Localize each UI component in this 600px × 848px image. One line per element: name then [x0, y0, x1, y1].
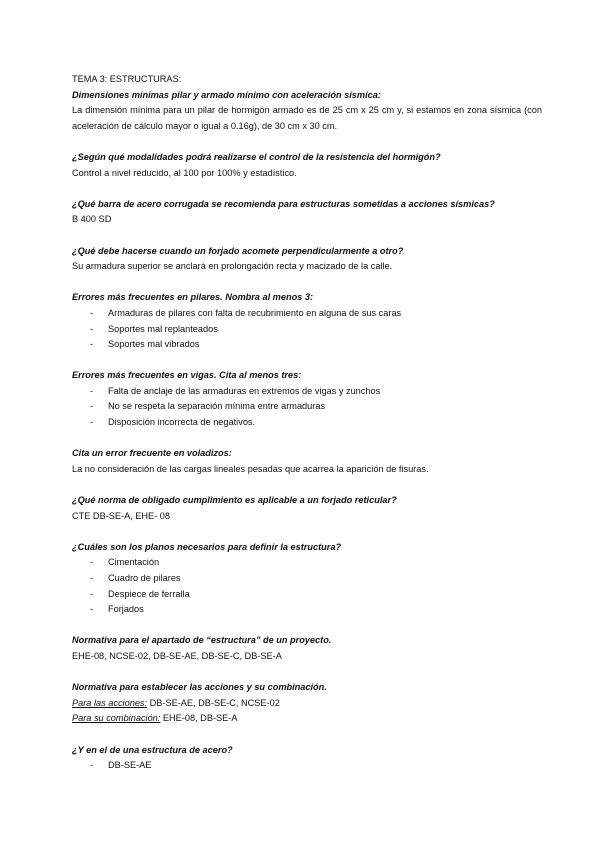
list-item: - Disposición incorrecta de negativos. [90, 417, 256, 428]
answer-normativa-estructura: EHE-08, NCSE-02, DB-SE-AE, DB-SE-C, DB-SE-A [72, 650, 282, 661]
list-item: - Forjados [90, 604, 144, 615]
list-item: - Cuadro de pilares [90, 573, 181, 583]
question-barra-acero: ¿Qué barra de acero corrugada se recomienda para estructuras sometidas a acciones sísmicas? [72, 198, 495, 209]
list-item: - DB-SE-AE [90, 760, 152, 771]
list-item: - Falta de anclaje de las armaduras en extremos de vigas y zunchos [90, 385, 381, 396]
list-item: - No se respeta la separación mínima entre armaduras [90, 401, 326, 412]
document-title: TEMA 3: ESTRUCTURAS: [72, 74, 182, 84]
answer-acciones [72, 696, 542, 712]
list-item: - Soportes mal replanteados [90, 323, 218, 334]
answer-voladizos: La no consideración de las cargas lineales pesadas que acarrea la aparición de fisuras. [72, 463, 429, 474]
answer-combinacion [72, 711, 542, 727]
question-normativa-acciones: Normativa para establecer las acciones y su combinación. [72, 682, 327, 693]
list-item: - Despiece de ferralla [90, 588, 190, 599]
list-item: - Soportes mal vibrados [90, 339, 200, 350]
answer-barra-acero: B 400 SD [72, 214, 112, 225]
question-planos: ¿Cuáles son los planos necesarios para definir la estructura? [72, 541, 342, 552]
answer-control-resistencia: Control a nivel reducido, al 100 por 100% y estadístico. [72, 167, 297, 178]
combinacion-value: EHE-08, DB-SE-A [160, 713, 238, 724]
question-estructura-acero: ¿Y en el de una estructura de acero? [72, 744, 233, 755]
document-page [72, 72, 542, 774]
question-control-resistencia: ¿Según qué modalidades podrá realizarse el control de la resistencia del hormigón? [72, 151, 441, 162]
answer-forjado-reticular: CTE DB-SE-A, EHE- 08 [72, 510, 171, 521]
question-pilar-dimensiones: Dimensiones mínimas pilar y armado mínimo con aceleración sísmica: [72, 89, 381, 100]
acciones-label: Para las acciones: [72, 697, 148, 708]
question-normativa-estructura: Normativa para el apartado de “estructura” de un proyecto. [72, 635, 332, 646]
question-forjado-perpendicular: ¿Qué debe hacerse cuando un forjado acomete perpendicularmente a otro? [72, 245, 404, 256]
question-forjado-reticular: ¿Qué norma de obligado cumplimiento es aplicable a un forjado reticular? [72, 495, 397, 506]
question-errores-vigas: Errores más frecuentes en vigas. Cita al menos tres: [72, 370, 302, 381]
list-item: - Armaduras de pilares con falta de recubrimiento en alguna de sus caras [90, 307, 402, 318]
combinacion-label: Para su combinación: [72, 713, 161, 724]
list-item: - Cimentación [90, 557, 160, 568]
question-errores-pilares: Errores más frecuentes en pilares. Nombra al menos 3: [72, 292, 314, 303]
acciones-value: DB-SE-AE, DB-SE-C, NCSE-02 [147, 697, 280, 708]
answer-pilar-dimensiones: La dimensión mínima para un pilar de hormigón armado es de 25 cm x 25 cm y, si estamos en zona sísmica (con aceleración de cálculo mayor o igual a 0.16g), de 30 cm x 30 cm. [72, 105, 542, 131]
answer-forjado-perpendicular: Su armadura superior se anclará en prolongación recta y macizado de la calle. [72, 261, 393, 272]
question-voladizos: Cita un error frecuente en voladizos: [72, 448, 232, 459]
